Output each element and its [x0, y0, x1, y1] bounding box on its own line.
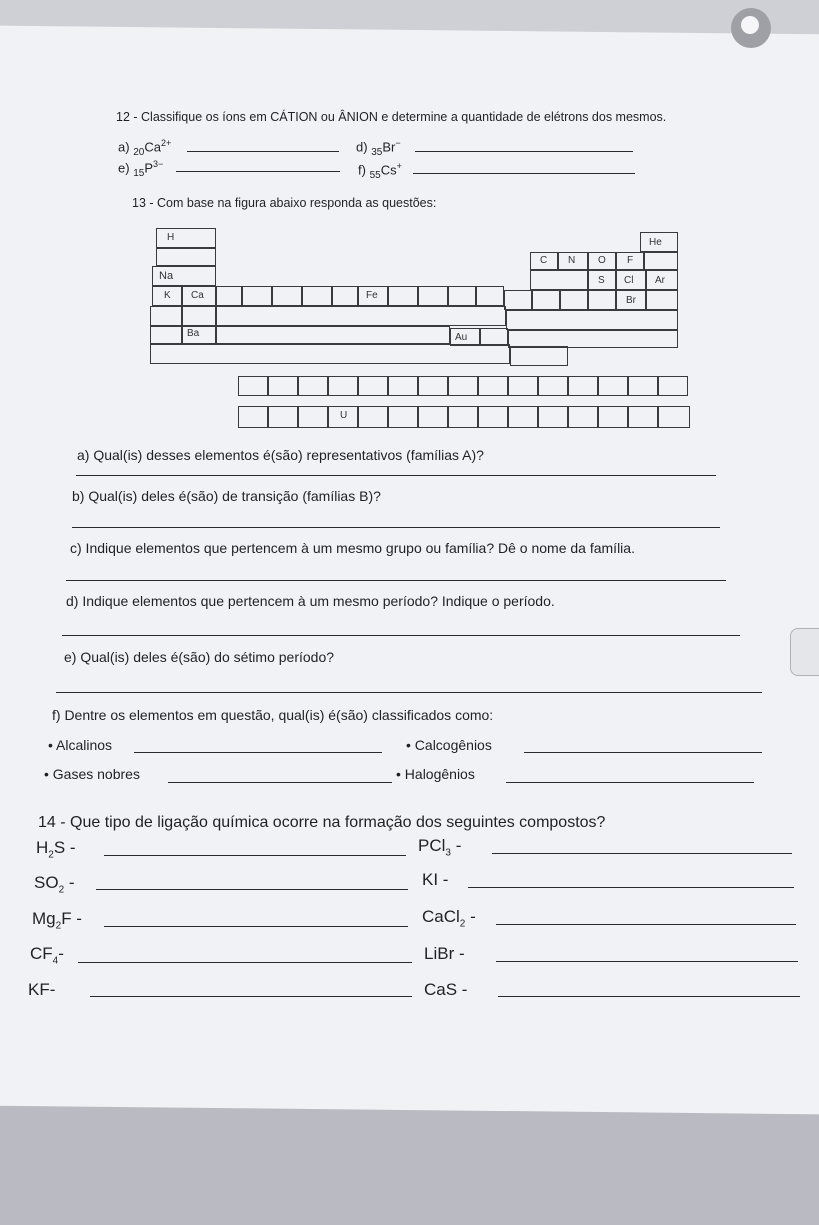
formula-part: - — [58, 944, 64, 963]
q12-item-e — [118, 159, 163, 179]
formula-part: S - — [53, 838, 76, 857]
answer-line-q13-d[interactable] — [62, 635, 740, 636]
answer-line-gases-nobres[interactable] — [168, 782, 392, 783]
element-symbol: Fe — [366, 290, 378, 301]
element-symbol: Na — [159, 270, 174, 282]
charge: 3− — [152, 159, 164, 169]
cell-empty — [644, 252, 678, 270]
charge: 2+ — [160, 138, 172, 148]
answer-line-mg2f[interactable] — [104, 926, 408, 927]
element-symbol: He — [649, 237, 662, 248]
cell-empty — [418, 406, 448, 428]
cell-empty — [568, 376, 598, 396]
answer-line-q13-b[interactable] — [72, 527, 720, 528]
cell-empty — [388, 376, 418, 396]
cell-empty — [242, 286, 272, 306]
cell-empty — [298, 406, 328, 428]
cell-empty — [268, 376, 298, 396]
cell-K — [152, 286, 182, 306]
cell-Br — [616, 290, 646, 310]
formula-part: CF — [30, 944, 53, 963]
charge: − — [395, 138, 401, 148]
compound-kf: KF- — [28, 980, 56, 999]
compound-libr: LiBr - — [424, 944, 465, 963]
compound-so2 — [34, 873, 75, 895]
answer-line-ki[interactable] — [468, 887, 794, 888]
item-letter: a) — [118, 139, 130, 155]
cell-S — [588, 270, 616, 290]
cell-empty — [388, 286, 418, 306]
answer-line-d[interactable] — [415, 151, 633, 152]
formula-part: H — [36, 838, 49, 857]
q12-item-d — [356, 138, 401, 158]
cell-empty — [504, 290, 532, 310]
cell-empty — [358, 406, 388, 428]
element-symbol: Ca — [191, 290, 204, 301]
q12-item-f — [358, 161, 402, 181]
formula-part: - — [450, 836, 462, 855]
formula-part: - — [64, 873, 75, 892]
element-symbol: Br — [626, 295, 636, 306]
cell-empty — [538, 406, 568, 428]
cell-empty — [150, 344, 510, 364]
atomic-number: 15 — [133, 167, 145, 179]
q12-title: 12 - Classifique os íons em CÁTION ou ÂNION e determine a quantidade de elétrons dos mesmos. — [116, 110, 667, 124]
cell-empty — [332, 286, 358, 306]
cell-empty — [508, 406, 538, 428]
element-symbol: Ba — [187, 328, 200, 339]
formula-subscript: 4 — [52, 955, 59, 967]
cell-empty — [358, 376, 388, 396]
charge: + — [396, 161, 402, 171]
cell-C — [530, 252, 558, 270]
element-symbol: Au — [455, 332, 468, 343]
formula-subscript: 2 — [48, 849, 54, 861]
answer-line-so2[interactable] — [96, 889, 408, 890]
q13-question-d: d) Indique elementos que pertencem à um mesmo período? Indique o período. — [66, 593, 555, 609]
cell-empty — [182, 306, 216, 326]
answer-line-kf[interactable] — [90, 996, 412, 997]
cell-U — [328, 406, 358, 428]
cell-empty — [448, 286, 476, 306]
cell-empty — [646, 290, 678, 310]
symbol: Cs — [380, 162, 397, 178]
formula-part: - — [465, 907, 476, 926]
cell-empty — [302, 286, 332, 306]
symbol: Ca — [144, 139, 161, 155]
answer-line-a[interactable] — [187, 151, 339, 152]
cell-empty — [510, 346, 568, 366]
answer-line-halogenios[interactable] — [506, 782, 754, 783]
cell-empty — [272, 286, 302, 306]
cell-empty — [478, 406, 508, 428]
cell-empty — [588, 290, 616, 310]
paper-sheet — [0, 26, 819, 1115]
q13-question-f: f) Dentre os elementos em questão, qual(is) é(são) classificados como: — [52, 707, 494, 723]
cell-empty — [568, 406, 598, 428]
answer-line-cas[interactable] — [498, 996, 800, 997]
compound-cacl2 — [422, 907, 476, 929]
formula-subscript: 2 — [459, 918, 466, 930]
cell-Ca — [182, 286, 216, 306]
cell-Ba — [182, 326, 216, 344]
cell-empty — [328, 376, 358, 396]
cell-empty — [418, 286, 448, 306]
q13-question-e: e) Qual(is) deles é(são) do sétimo período? — [64, 649, 335, 665]
element-symbol: U — [340, 410, 348, 421]
cell-Na — [152, 266, 216, 286]
compound-pcl3 — [418, 836, 461, 858]
cell-Cl — [616, 270, 646, 290]
compound-h2s — [36, 838, 76, 860]
cell-empty — [388, 406, 418, 428]
cell-He — [640, 232, 678, 252]
answer-line-q13-c[interactable] — [66, 580, 726, 581]
answer-line-f[interactable] — [413, 173, 635, 174]
answer-line-q13-e[interactable] — [56, 692, 762, 693]
cell-H — [156, 228, 216, 248]
element-symbol: S — [598, 275, 605, 286]
element-symbol: C — [540, 255, 548, 266]
cell-empty — [598, 376, 628, 396]
answer-line-pcl3[interactable] — [492, 853, 792, 854]
cell-empty — [150, 326, 182, 344]
cell-empty — [476, 286, 504, 306]
cell-empty — [298, 376, 328, 396]
element-symbol: Cl — [624, 275, 634, 286]
compound-mg2f — [32, 909, 82, 931]
formula-subscript: 2 — [58, 884, 65, 896]
atomic-number: 35 — [371, 146, 383, 158]
answer-line-e[interactable] — [176, 171, 340, 172]
cell-empty — [508, 376, 538, 396]
cell-F — [616, 252, 644, 270]
cell-empty — [418, 376, 448, 396]
item-letter: e) — [118, 160, 130, 176]
binder-clip-icon — [790, 628, 819, 676]
cell-empty — [216, 306, 506, 326]
label-alcalinos: • Alcalinos — [48, 737, 113, 753]
cell-empty — [506, 310, 678, 330]
atomic-number: 55 — [369, 169, 381, 181]
answer-line-libr[interactable] — [496, 961, 798, 962]
cell-empty — [238, 376, 268, 396]
formula-part: Mg — [32, 909, 56, 928]
cell-empty — [532, 290, 560, 310]
cell-N — [558, 252, 588, 270]
cell-empty — [156, 248, 216, 266]
symbol: P — [144, 160, 153, 176]
answer-line-calcogenios[interactable] — [524, 752, 762, 753]
cell-empty — [530, 270, 588, 290]
cell-empty — [448, 406, 478, 428]
formula-subscript: 2 — [55, 920, 62, 932]
cell-empty — [150, 306, 182, 326]
q13-question-a: a) Qual(is) desses elementos é(são) representativos (famílias A)? — [77, 447, 484, 463]
q12-item-a — [118, 138, 171, 158]
element-symbol: F — [627, 255, 634, 266]
label-halogenios: • Halogênios — [396, 766, 475, 782]
compound-cas: CaS - — [424, 980, 468, 999]
answer-line-cf4[interactable] — [78, 962, 412, 963]
answer-line-alcalinos[interactable] — [134, 752, 382, 753]
element-symbol: H — [167, 232, 175, 243]
cell-empty — [598, 406, 628, 428]
lens-highlight-icon — [741, 16, 759, 34]
cell-empty — [628, 406, 658, 428]
cell-empty — [268, 406, 298, 428]
formula-part: PCl — [418, 836, 446, 855]
item-letter: f) — [358, 162, 366, 178]
q13-question-c: c) Indique elementos que pertencem à um mesmo grupo ou família? Dê o nome da família. — [70, 540, 635, 556]
compound-ki: KI - — [422, 870, 449, 889]
cell-empty — [628, 376, 658, 396]
q13-title: 13 - Com base na figura abaixo responda as questões: — [132, 196, 437, 210]
formula-part: CaCl — [422, 907, 460, 926]
cell-empty — [448, 376, 478, 396]
q14-title: 14 - Que tipo de ligação química ocorre na formação dos seguintes compostos? — [38, 814, 606, 831]
cell-empty — [478, 376, 508, 396]
label-gases-nobres: • Gases nobres — [44, 766, 140, 782]
background-surface — [0, 1100, 819, 1225]
compound-cf4 — [30, 944, 64, 966]
cell-empty — [238, 406, 268, 428]
answer-line-q13-a[interactable] — [76, 475, 716, 476]
label-calcogenios: • Calcogênios — [406, 737, 492, 753]
cell-empty — [216, 326, 450, 344]
formula-part: SO — [34, 873, 59, 892]
cell-empty — [658, 376, 688, 396]
cell-Fe — [358, 286, 388, 306]
element-symbol: K — [164, 290, 171, 301]
element-symbol: O — [598, 255, 606, 266]
cell-empty — [538, 376, 568, 396]
element-symbol: N — [568, 255, 576, 266]
formula-part: F - — [61, 909, 82, 928]
answer-line-cacl2[interactable] — [496, 924, 796, 925]
cell-empty — [216, 286, 242, 306]
cell-O — [588, 252, 616, 270]
q13-question-b: b) Qual(is) deles é(são) de transição (famílias B)? — [72, 488, 381, 504]
cell-Ar — [646, 270, 678, 290]
item-letter: d) — [356, 139, 368, 155]
answer-line-h2s[interactable] — [104, 855, 406, 856]
cell-empty — [560, 290, 588, 310]
element-symbol: Ar — [655, 275, 665, 286]
atomic-number: 20 — [133, 146, 145, 158]
cell-empty — [658, 406, 690, 428]
symbol: Br — [382, 139, 396, 155]
formula-subscript: 3 — [445, 847, 451, 859]
